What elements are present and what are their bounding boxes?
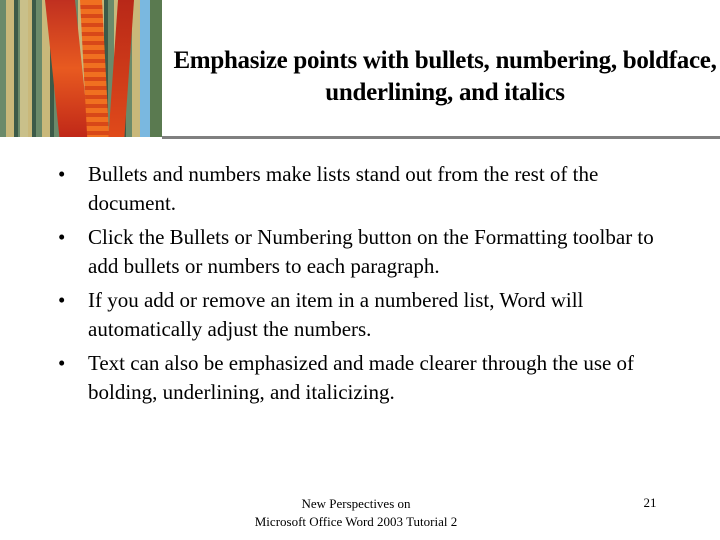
bullet-icon: • <box>58 162 66 186</box>
list-item: • Bullets and numbers make lists stand out from the rest of the document. <box>58 162 599 215</box>
header-photo <box>0 0 162 137</box>
footer-text <box>236 495 476 531</box>
list-item: • Text can also be emphasized and made clearer through the use of bolding, underlining, and italicizing. <box>58 351 635 404</box>
slide-title: Emphasize points with bullets, numbering, boldface, underlining, and italics <box>173 47 717 106</box>
footer-line-2: Microsoft Office Word 2003 Tutorial 2 <box>254 514 458 529</box>
bullet-icon: • <box>58 225 66 249</box>
title-divider <box>162 136 720 139</box>
list-item: • Click the Bullets or Numbering button on the Formatting toolbar to add bullets or numbers to each paragraph. <box>58 225 654 278</box>
bullet-list <box>58 160 678 412</box>
page-number: 21 <box>643 495 657 510</box>
bullet-icon: • <box>58 351 66 375</box>
list-item: • If you add or remove an item in a numbered list, Word will automatically adjust the numbers. <box>58 288 584 341</box>
bullet-icon: • <box>58 288 66 312</box>
footer-line-1: New Perspectives on <box>301 496 411 511</box>
